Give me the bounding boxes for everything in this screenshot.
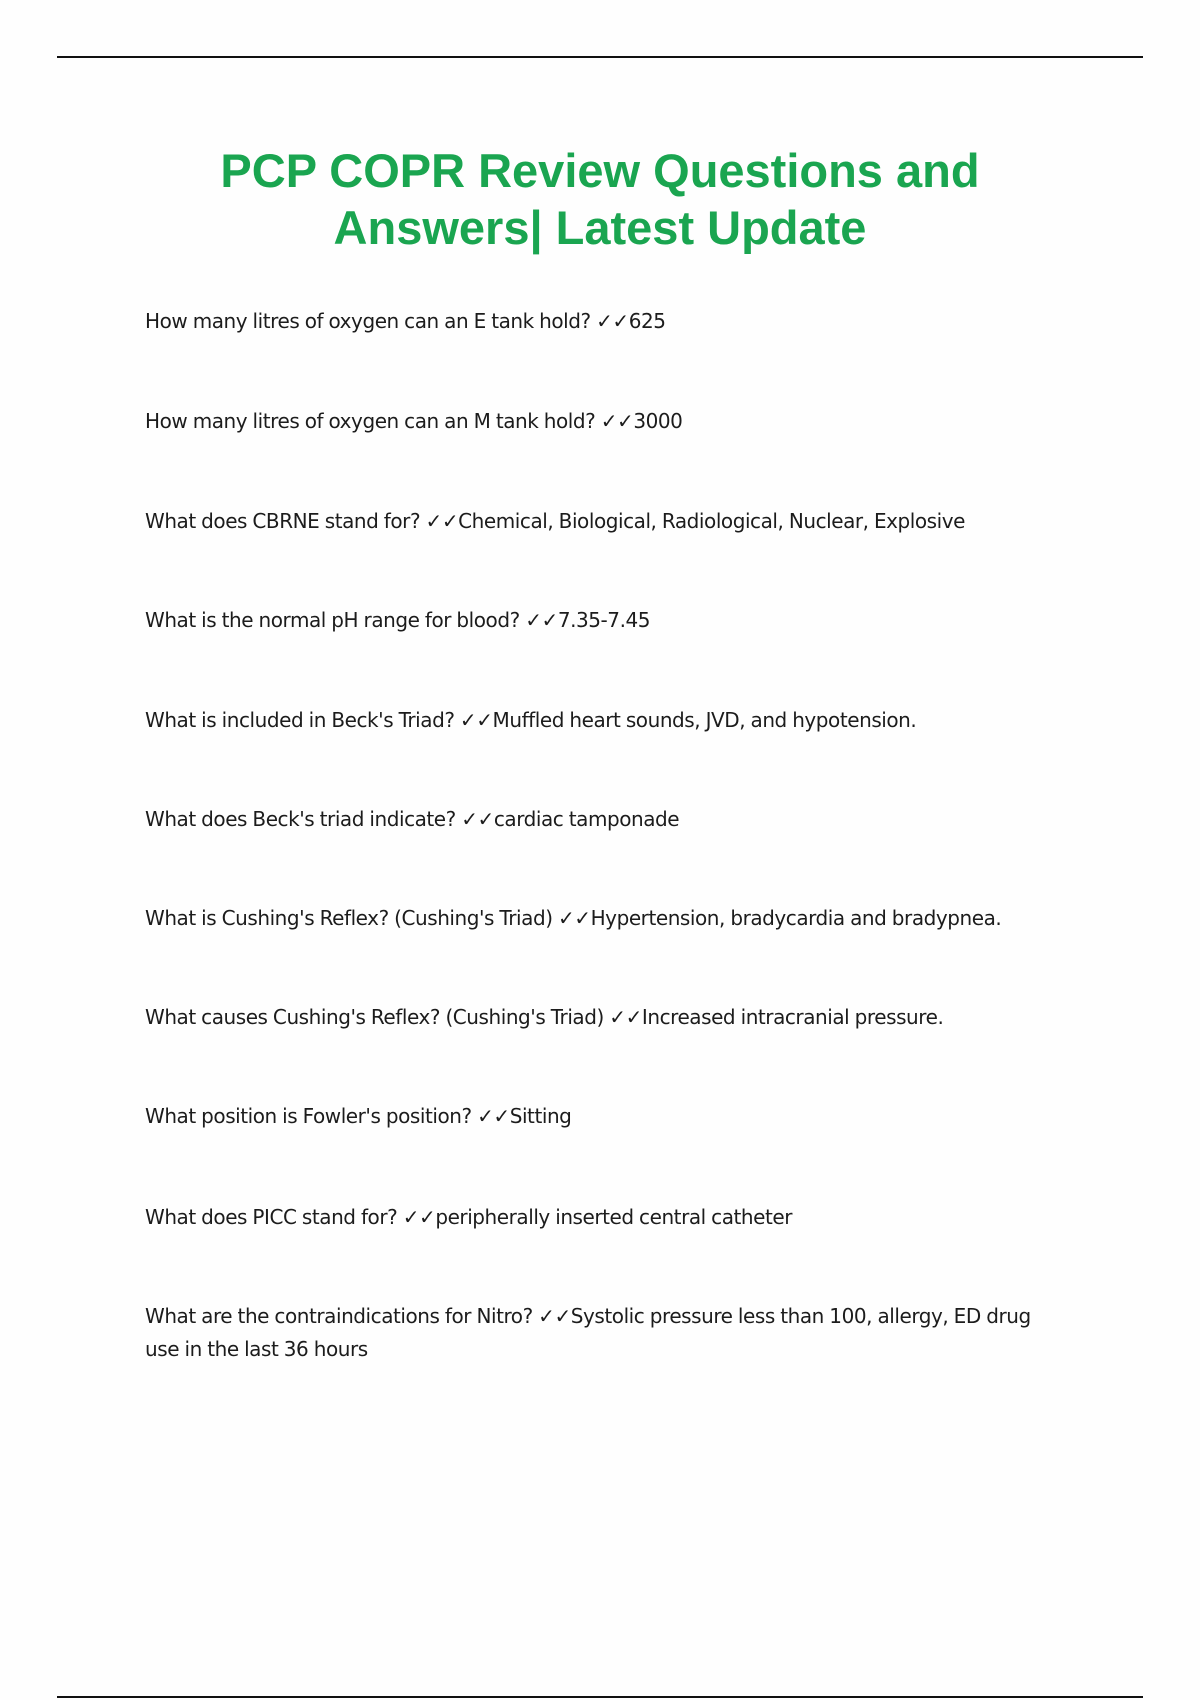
question-text: How many litres of oxygen can an E tank hold? bbox=[145, 309, 591, 333]
answer-text: Sitting bbox=[509, 1104, 572, 1128]
answer-text: Chemical, Biological, Radiological, Nuclear, Explosive bbox=[458, 509, 965, 533]
answer-text: Increased intracranial pressure. bbox=[641, 1005, 944, 1029]
qa-item bbox=[145, 405, 1065, 438]
top-rule bbox=[57, 56, 1143, 58]
answer-text: 625 bbox=[628, 309, 666, 333]
qa-item bbox=[145, 704, 1065, 737]
double-check-icon: ✓✓ bbox=[525, 608, 558, 632]
qa-item bbox=[145, 305, 1065, 338]
qa-item bbox=[145, 1201, 1065, 1234]
question-text: What is the normal pH range for blood? bbox=[145, 608, 520, 632]
answer-text: cardiac tamponade bbox=[493, 807, 680, 831]
title-line-1: PCP COPR Review Questions and bbox=[220, 144, 980, 197]
answer-text: 3000 bbox=[633, 409, 683, 433]
document-title bbox=[100, 142, 1100, 256]
qa-item bbox=[145, 902, 1065, 935]
double-check-icon: ✓✓ bbox=[477, 1104, 510, 1128]
question-text: What is Cushing's Reflex? (Cushing's Triad) bbox=[145, 906, 553, 930]
double-check-icon: ✓✓ bbox=[596, 309, 629, 333]
qa-item bbox=[145, 1300, 1065, 1366]
double-check-icon: ✓✓ bbox=[425, 509, 459, 533]
qa-item bbox=[145, 505, 1065, 538]
answer-text: 7.35-7.45 bbox=[557, 608, 651, 632]
answer-text: peripherally inserted central catheter bbox=[435, 1205, 793, 1229]
answer-text: Systolic pressure less than 100, allergy, ED drug use in the last 36 hours bbox=[145, 1304, 1031, 1361]
question-text: What does PICC stand for? bbox=[145, 1205, 398, 1229]
qa-item bbox=[145, 604, 1065, 637]
double-check-icon: ✓✓ bbox=[402, 1205, 436, 1229]
question-text: What position is Fowler's position? bbox=[145, 1104, 472, 1128]
qa-item bbox=[145, 803, 1065, 836]
double-check-icon: ✓✓ bbox=[557, 906, 591, 930]
double-check-icon: ✓✓ bbox=[461, 807, 494, 831]
question-text: What causes Cushing's Reflex? (Cushing's Triad) bbox=[145, 1005, 604, 1029]
question-text: What is included in Beck's Triad? bbox=[145, 708, 455, 732]
question-text: How many litres of oxygen can an M tank hold? bbox=[145, 409, 596, 433]
double-check-icon: ✓✓ bbox=[459, 708, 493, 732]
question-text: What does CBRNE stand for? bbox=[145, 509, 421, 533]
double-check-icon: ✓✓ bbox=[538, 1304, 571, 1328]
bottom-rule bbox=[57, 1696, 1143, 1698]
qa-item bbox=[145, 1001, 1065, 1034]
question-text: What does Beck's triad indicate? bbox=[145, 807, 456, 831]
double-check-icon: ✓✓ bbox=[600, 409, 634, 433]
double-check-icon: ✓✓ bbox=[609, 1005, 642, 1029]
question-text: What are the contraindications for Nitro? bbox=[145, 1304, 533, 1328]
title-line-2: Answers| Latest Update bbox=[333, 201, 867, 254]
qa-item bbox=[145, 1100, 1065, 1133]
answer-text: Hypertension, bradycardia and bradypnea. bbox=[590, 906, 1002, 930]
answer-text: Muffled heart sounds, JVD, and hypotension. bbox=[492, 708, 917, 732]
